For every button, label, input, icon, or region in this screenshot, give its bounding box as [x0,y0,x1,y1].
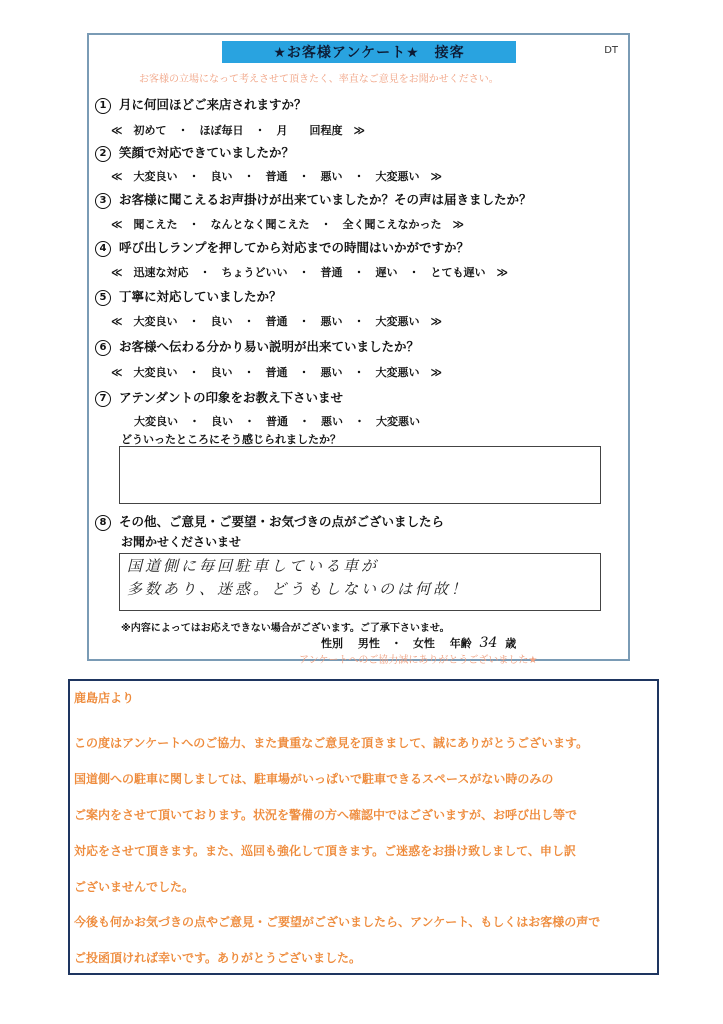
reply-line: ございませんでした。 [74,880,195,894]
demographics [321,635,516,651]
age-label: 年齢 [449,637,472,650]
question-text: アテンダントの印象をお教え下さいませ [119,390,344,405]
question-number: 6 [95,340,111,356]
disclaimer: ※内容によってはお応えできない場合がございます。ご了承下さいませ。 [121,623,450,634]
corner-code: DT [604,45,618,56]
question-7 [95,388,343,407]
survey-title: ★お客様アンケート★ 接客 [222,41,516,63]
question-5-options: ≪ 大変良い ・ 良い ・ 普通 ・ 悪い ・ 大変悪い ≫ [111,315,443,328]
question-2 [95,143,294,162]
question-number: 2 [95,146,111,162]
question-number: 3 [95,193,111,209]
question-number: 4 [95,241,111,257]
survey-form [87,33,630,666]
reply-line: 対応をさせて頂きます。また、巡回も強化して頂きます。ご迷惑をお掛け致しまして、申し訳 [74,844,576,858]
gender-options: 男性 ・ 女性 [357,637,435,650]
question-number: 8 [95,515,111,531]
thanks-message: アンケートへのご協力誠にありがとうございました★ [299,655,538,666]
question-6 [95,337,419,356]
question-7-answer-box [119,446,601,504]
question-text: 丁寧に対応していましたか？ [119,289,282,304]
gender-label: 性別 [321,637,343,650]
question-5 [95,287,282,306]
question-text: 笑顔で対応できていましたか？ [119,145,295,160]
reply-heading: 鹿島店より [74,691,135,705]
store-reply [68,679,659,975]
question-7-options: 大変良い ・ 良い ・ 普通 ・ 悪い ・ 大変悪い [134,415,420,428]
question-text: 呼び出しランプを押してから対応までの時間はいかがですか？ [119,240,470,255]
question-7-followup: どういったところにそう感じられましたか？ [121,433,341,446]
reply-line: 今後も何かお気づきの点やご意見・ご要望がございましたら、アンケート、もしくはお客様の声で [74,915,601,929]
age-value: 34 [479,635,498,651]
question-8 [95,512,444,531]
reply-line: ご投函頂ければ幸いです。ありがとうございました。 [74,951,362,965]
question-2-options: ≪ 大変良い ・ 良い ・ 普通 ・ 悪い ・ 大変悪い ≫ [111,170,443,183]
question-3 [95,190,532,209]
age-unit: 歳 [505,637,517,650]
question-4 [95,238,469,257]
reply-line: ご案内をさせて頂いております。状況を警備の方へ確認中ではございますが、お呼び出し等で [74,808,578,822]
question-text: その他、ご意見・ご要望・お気づきの点がございましたら [119,514,445,529]
handwritten-comment-line-1: 国道側に毎回駐車している車が [127,557,380,575]
question-4-options: ≪ 迅速な対応 ・ ちょうどいい ・ 普通 ・ 遅い ・ とても遅い ≫ [111,266,509,279]
reply-line: 国道側への駐車に関しましては、駐車場がいっぱいで駐車できるスペースがない時のみの [74,772,554,786]
survey-subtitle: お客様の立場になって考えさせて頂きたく、率直なご意見をお聞かせください。 [139,74,499,85]
question-6-options: ≪ 大変良い ・ 良い ・ 普通 ・ 悪い ・ 大変悪い ≫ [111,366,443,379]
question-text: お客様に聞こえるお声掛けが出来ていましたか？その声は届きましたか？ [119,192,532,207]
handwritten-comment-line-2: 多数あり、迷惑。どうもしないのは何故！ [127,580,470,598]
question-3-options: ≪ 聞こえた ・ なんとなく聞こえた ・ 全く聞こえなかった ≫ [111,218,465,231]
question-8-text2: お聞かせくださいませ [121,535,242,549]
reply-line: この度はアンケートへのご協力、また貴重なご意見を頂きまして、誠にありがとうございます。 [74,736,589,750]
question-1 [95,95,307,114]
question-text: お客様へ伝わる分かり易い説明が出来ていましたか？ [119,339,420,354]
question-number: 1 [95,98,111,114]
question-number: 5 [95,290,111,306]
question-1-options: ≪ 初めて ・ ほぼ毎日 ・ 月 回程度 ≫ [111,124,366,137]
question-number: 7 [95,391,111,407]
question-text: 月に何回ほどご来店されますか？ [119,97,307,112]
